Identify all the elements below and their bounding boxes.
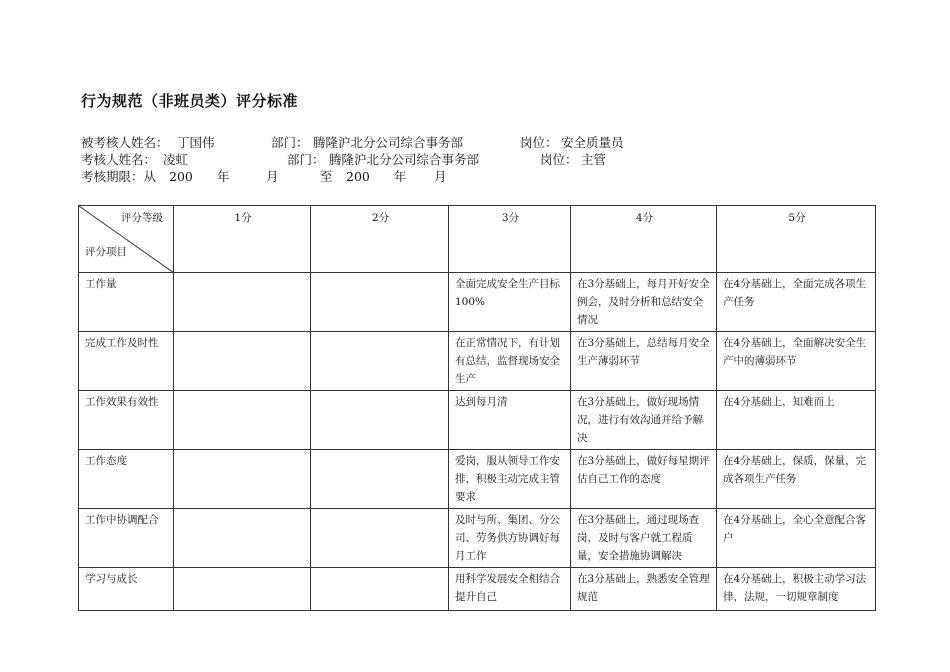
table-row [79, 332, 876, 391]
score-cell: 在4分基础上，全面完成各项生产任务 [717, 273, 876, 332]
period-end-year: 200 [346, 169, 370, 184]
score-cell: 及时与所、集团、分公司、劳务供方协调好每月工作 [449, 509, 571, 568]
score-cell [174, 273, 311, 332]
score-cell [174, 332, 311, 391]
assessee-name-label: 被考核人姓名： [81, 135, 169, 150]
table-row [79, 509, 876, 568]
score-cell [174, 450, 311, 509]
table-row [79, 273, 876, 332]
period-end-month-word: 月 [434, 169, 447, 184]
assessee-dept-label: 部门： [271, 135, 309, 150]
assessor-dept-label: 部门： [287, 152, 325, 167]
score-level-label: 评分等级 [121, 212, 163, 224]
table-header-row [79, 206, 876, 273]
assessor-dept-value: 腾隆沪北分公司综合事务部 [329, 152, 480, 167]
score-header-1: 1分 [174, 206, 311, 273]
score-item-label: 评分项目 [85, 246, 127, 258]
score-cell: 在3分基础上，通过现场查岗，及时与客户就工程质量，安全措施协调解决 [571, 509, 717, 568]
assessor-post-label: 岗位： [540, 152, 578, 167]
assessor-post-value: 主管 [581, 152, 607, 167]
assessee-post-label: 岗位： [520, 135, 558, 150]
assessor-name-label: 考核人姓名： [81, 152, 157, 167]
corner-header-cell [79, 206, 174, 273]
score-cell: 在3分基础上，熟悉安全管理规范 [571, 568, 717, 611]
row-item-label: 学习与成长 [79, 568, 174, 611]
score-cell: 在3分基础上，做好现场情况，进行有效沟通并给予解决 [571, 391, 717, 450]
row-item-label: 完成工作及时性 [79, 332, 174, 391]
score-cell: 在3分基础上，每月开好安全例会，及时分析和总结安全情况 [571, 273, 717, 332]
score-header-4: 4分 [571, 206, 717, 273]
score-header-5: 5分 [717, 206, 876, 273]
score-header-3: 3分 [449, 206, 571, 273]
score-cell [311, 509, 449, 568]
score-cell: 在4分基础上，积极主动学习法律，法规，一切规章制度 [717, 568, 876, 611]
score-header-2: 2分 [311, 206, 449, 273]
table-row [79, 568, 876, 611]
score-cell: 在3分基础上，总结每月安全生产薄弱环节 [571, 332, 717, 391]
table-row [79, 450, 876, 509]
assessee-post-value: 安全质量员 [561, 135, 624, 150]
score-cell: 在4分基础上，全面解决安全生产中的薄弱环节 [717, 332, 876, 391]
score-cell: 在4分基础上，保质，保量，完成各项生产任务 [717, 450, 876, 509]
row-item-label: 工作量 [79, 273, 174, 332]
assessee-dept-value: 腾隆沪北分公司综合事务部 [313, 135, 464, 150]
row-item-label: 工作效果有效性 [79, 391, 174, 450]
period-end-year-word: 年 [394, 169, 407, 184]
score-cell [311, 332, 449, 391]
assessor-name-value: 凌虹 [163, 152, 189, 167]
score-cell [311, 450, 449, 509]
score-cell [174, 509, 311, 568]
assessee-name-value: 丁国伟 [177, 135, 215, 150]
score-cell: 在4分基础上，知难而上 [717, 391, 876, 450]
score-cell: 在正常情况下，有计划有总结，监督现场安全生产 [449, 332, 571, 391]
table-row [79, 391, 876, 450]
score-cell [174, 391, 311, 450]
score-cell [174, 568, 311, 611]
page-title: 行为规范（非班员类）评分标准 [81, 92, 299, 110]
period-start-year: 200 [169, 169, 193, 184]
score-cell [311, 568, 449, 611]
score-cell: 用科学发展安全相结合提升自己 [449, 568, 571, 611]
period-label: 考核期限：从 [81, 169, 157, 184]
scoring-table [78, 205, 876, 611]
period-start-year-word: 年 [217, 169, 230, 184]
score-cell: 爱岗，服从领导工作安排，积极主动完成主管要求 [449, 450, 571, 509]
row-item-label: 工作中协调配合 [79, 509, 174, 568]
score-cell: 达到每月清 [449, 391, 571, 450]
period-to-word: 至 [320, 169, 333, 184]
period-start-month-word: 月 [266, 169, 279, 184]
score-cell: 在3分基础上，做好每星期评估自己工作的态度 [571, 450, 717, 509]
score-cell: 全面完成安全生产目标100% [449, 273, 571, 332]
row-item-label: 工作态度 [79, 450, 174, 509]
score-cell: 在4分基础上，全心全意配合客户 [717, 509, 876, 568]
score-cell [311, 391, 449, 450]
score-cell [311, 273, 449, 332]
